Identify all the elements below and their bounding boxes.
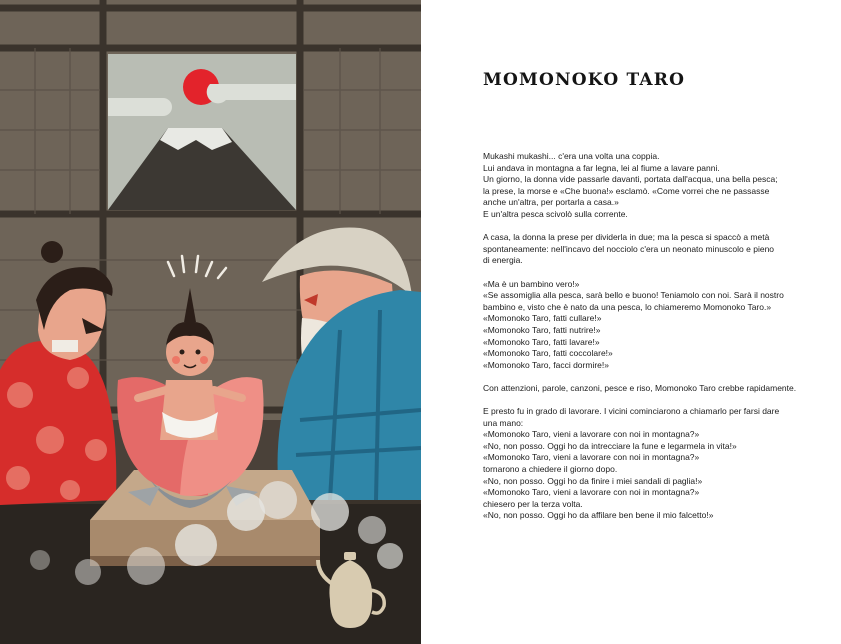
- story-line: «Se assomiglia alla pesca, sarà bello e buono! Teniamolo con noi. Sarà il nostro: [483, 290, 784, 301]
- cloud-left: [108, 98, 172, 116]
- story-line: Lui andava in montagna a far legna, lei al fiume a lavare panni.: [483, 162, 720, 173]
- story-line: spontaneamente: nell'incavo del nocciolo c'era un neonato minuscolo e pieno: [483, 243, 775, 254]
- story-line: Mukashi mukashi... c'era una volta una coppia.: [483, 151, 660, 161]
- story-line: «No, non posso. Oggi ho da affilare ben bene il mio falcetto!»: [483, 510, 714, 521]
- story-line: «Momonoko Taro, vieni a lavorare con noi in montagna?»: [483, 487, 700, 498]
- story-line: anche un'altra, per portarla a casa.»: [483, 197, 619, 208]
- story-line: «Momonoko Taro, vieni a lavorare con noi in montagna?»: [483, 429, 700, 440]
- story-line: chiesero per la terza volta.: [483, 498, 583, 509]
- story-paragraph: [483, 279, 828, 372]
- window-view: [108, 54, 296, 210]
- story-line: «Momonoko Taro, fatti cullare!»: [483, 313, 602, 324]
- story-line: «Momonoko Taro, vieni a lavorare con noi in montagna?»: [483, 452, 700, 463]
- story-line: E un'altra pesca scivolò sulla corrente.: [483, 208, 628, 219]
- story-paragraph: [483, 383, 828, 395]
- story-line: «Momonoko Taro, fatti nutrire!»: [483, 324, 601, 335]
- story-title: MOMONOKO TARO: [483, 70, 686, 90]
- story-line: «Momonoko Taro, fatti lavare!»: [483, 336, 600, 347]
- story-line: «No, non posso. Oggi ho da finire i miei sandali di paglia!»: [483, 475, 703, 486]
- story-line: E presto fu in grado di lavorare. I vicini cominciarono a chiamarlo per farsi dare: [483, 406, 780, 417]
- story-line: «No, non posso. Oggi ho da intrecciare la fune e legarmela in vita!»: [483, 440, 737, 451]
- story-line: «Momonoko Taro, fatti coccolare!»: [483, 348, 613, 359]
- story-line: una mano:: [483, 417, 524, 428]
- story-line: Un giorno, la donna vide passarle davanti, portata dall'acqua, una bella pesca;: [483, 174, 778, 185]
- story-paragraph: [483, 406, 828, 522]
- story-line: la prese, la morse e «Che buona!» esclamò. «Come vorrei che ne passasse: [483, 185, 770, 196]
- story-paragraph: [483, 151, 828, 221]
- story-line: Con attenzioni, parole, canzoni, pesce e riso, Momonoko Taro crebbe rapidamente.: [483, 382, 797, 393]
- text-page: [421, 0, 841, 644]
- story-body: [483, 151, 828, 534]
- story-line: «Ma è un bambino vero!»: [483, 278, 580, 289]
- story-line: bambino e, visto che è nato da una pesca, lo chiameremo Momonoko Taro.»: [483, 301, 772, 312]
- story-line: di energia.: [483, 255, 523, 266]
- story-line: «Momonoko Taro, facci dormire!»: [483, 359, 609, 370]
- story-line: tornarono a chiedere il giorno dopo.: [483, 464, 618, 475]
- story-line: A casa, la donna la prese per dividerla in due; ma la pesca si spaccò a metà: [483, 232, 770, 243]
- story-paragraph: [483, 232, 828, 267]
